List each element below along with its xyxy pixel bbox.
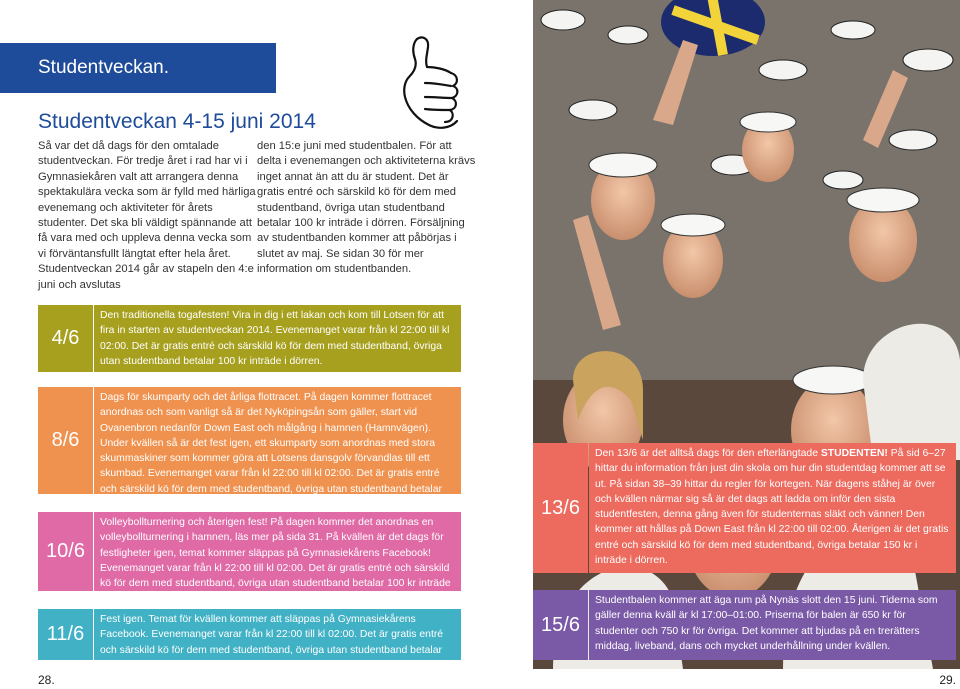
intro-column-2: den 15:e juni med studentbalen. För att delta i evenemangen och aktiviteterna krävs inget annat än att du är student. Det är gratis entré och särskild kö för dem med studentband, övriga utan studentband betalar 100 kr inträde i dörren. Försäljning av studentbanden kommer att påbörjas i slutet av maj. Se sidan 30 för mer information om studentbanden. [257,140,476,276]
banner-title: Studentveckan. [38,57,169,78]
event-date: 4/6 [38,305,93,372]
event-15-6 [533,590,956,660]
section-banner [0,43,276,93]
event-text-bold: STUDENTEN! [820,448,888,459]
event-text-before: Den 13/6 är det alltså dags för den efterlängtade [595,448,821,459]
event-13-6 [533,443,956,573]
event-date: 13/6 [533,443,588,573]
thumbs-up-icon [395,33,465,133]
event-text-after: På sid 6–27 hittar du information från just din skola om hur din studentdag kommer att se ut. På sidan 38–39 hittar du regler för kortegen. När dagens ståhej är över och kvällen närmar sig så är det dags att ladda om inför den sista studentfesten, denna gång även för studenternas släkt och vänner! Den kommer att hållas på Down East från kl 22:00 till 02:00. Återigen är det gratis entré och särskild kö för dem med studentband, övriga betalar 150 kr i inträde i dörren. [595,448,949,567]
event-11-6 [38,609,461,671]
event-description [589,443,956,573]
event-date: 11/6 [38,609,93,660]
event-date: 8/6 [38,387,93,494]
event-description: Den traditionella togafesten! Vira in dig i ett lakan och kom till Lotsen för att fira in starten av studentveckan 2014. Evenemanget varar från kl 22:00 till kl 02:00. Det är gratis entré och särskild kö för dem med studentband, övriga utan studentband betalar 100 kr inträde i dörren. [94,305,461,372]
page-heading: Studentveckan 4-15 juni 2014 [38,110,316,133]
event-date: 15/6 [533,590,588,660]
event-10-6 [38,512,461,605]
page-number-right: 29. [939,673,956,687]
event-description: Studentbalen kommer att äga rum på Nynäs slott den 15 juni. Tiderna som gäller denna kväll är kl 17:00–01:00. Priserna för balen är 650 kr för studenter och 750 kr för övriga. Det kommer att bjudas på en trerätters middag, liveband, dans och mycket underhållning under kvällen. [589,590,956,660]
event-description: Dags för skumparty och det årliga flottracet. På dagen kommer flottracet anordnas och som vanligt så är det Nyköpingsån som gäller, start vid Ovanenbron nedanför Down East och målgång i hamnen (Hamnvägen). Under kvällen så är det fest igen, ett skumparty som anordnas med stora skummaskiner som kommer göra att Lotsens dansgolv förvandlas till ett skumbad. Evenemanget varar från kl 22:00 till kl 02:00. Det är gratis entré och särskild kö för dem med studentband, övriga utan studentband betalar 100 kr inträde i dörren. [94,387,461,494]
page-number-left: 28. [38,673,55,687]
event-4-6 [38,305,461,372]
event-description: Fest igen. Temat för kvällen kommer att släppas på Gymnasiekårens Facebook. Evenemanget varar från kl 22:00 till kl 02:00. Det är gratis entré och särskild kö för dem med studentband, övriga utan studentband betalar 100 kr inträde i dörren. [94,609,461,660]
event-8-6 [38,387,461,511]
event-date: 10/6 [38,512,93,591]
event-description: Volleybollturnering och återigen fest! På dagen kommer det anordnas en volleybollturnering i hamnen, läs mer på sida 31. På kvällen är det dags för festligheter igen, temat kommer släppas på Gymnasiekårens Facebook! Evenemanget varar från kl 22:00 till kl 02:00. Det är gratis entré och särskild kö för dem med studentband, övriga utan studentband betalar 100 kr inträde i dörren. [94,512,461,591]
intro-column-1: Så var det då dags för den omtalade studentveckan. För tredje året i rad har vi i Gymnasiekåren valt att arrangera denna spektakulära vecka som är fylld med härliga evenemang och aktiviteter för årets studenter. Det ska bli väldigt spännande att få vara med och uppleva denna vecka som vi förväntansfullt längtat efter hela året. Studentveckan 2014 går av stapeln den 4:e juni och avslutas [38,140,256,291]
